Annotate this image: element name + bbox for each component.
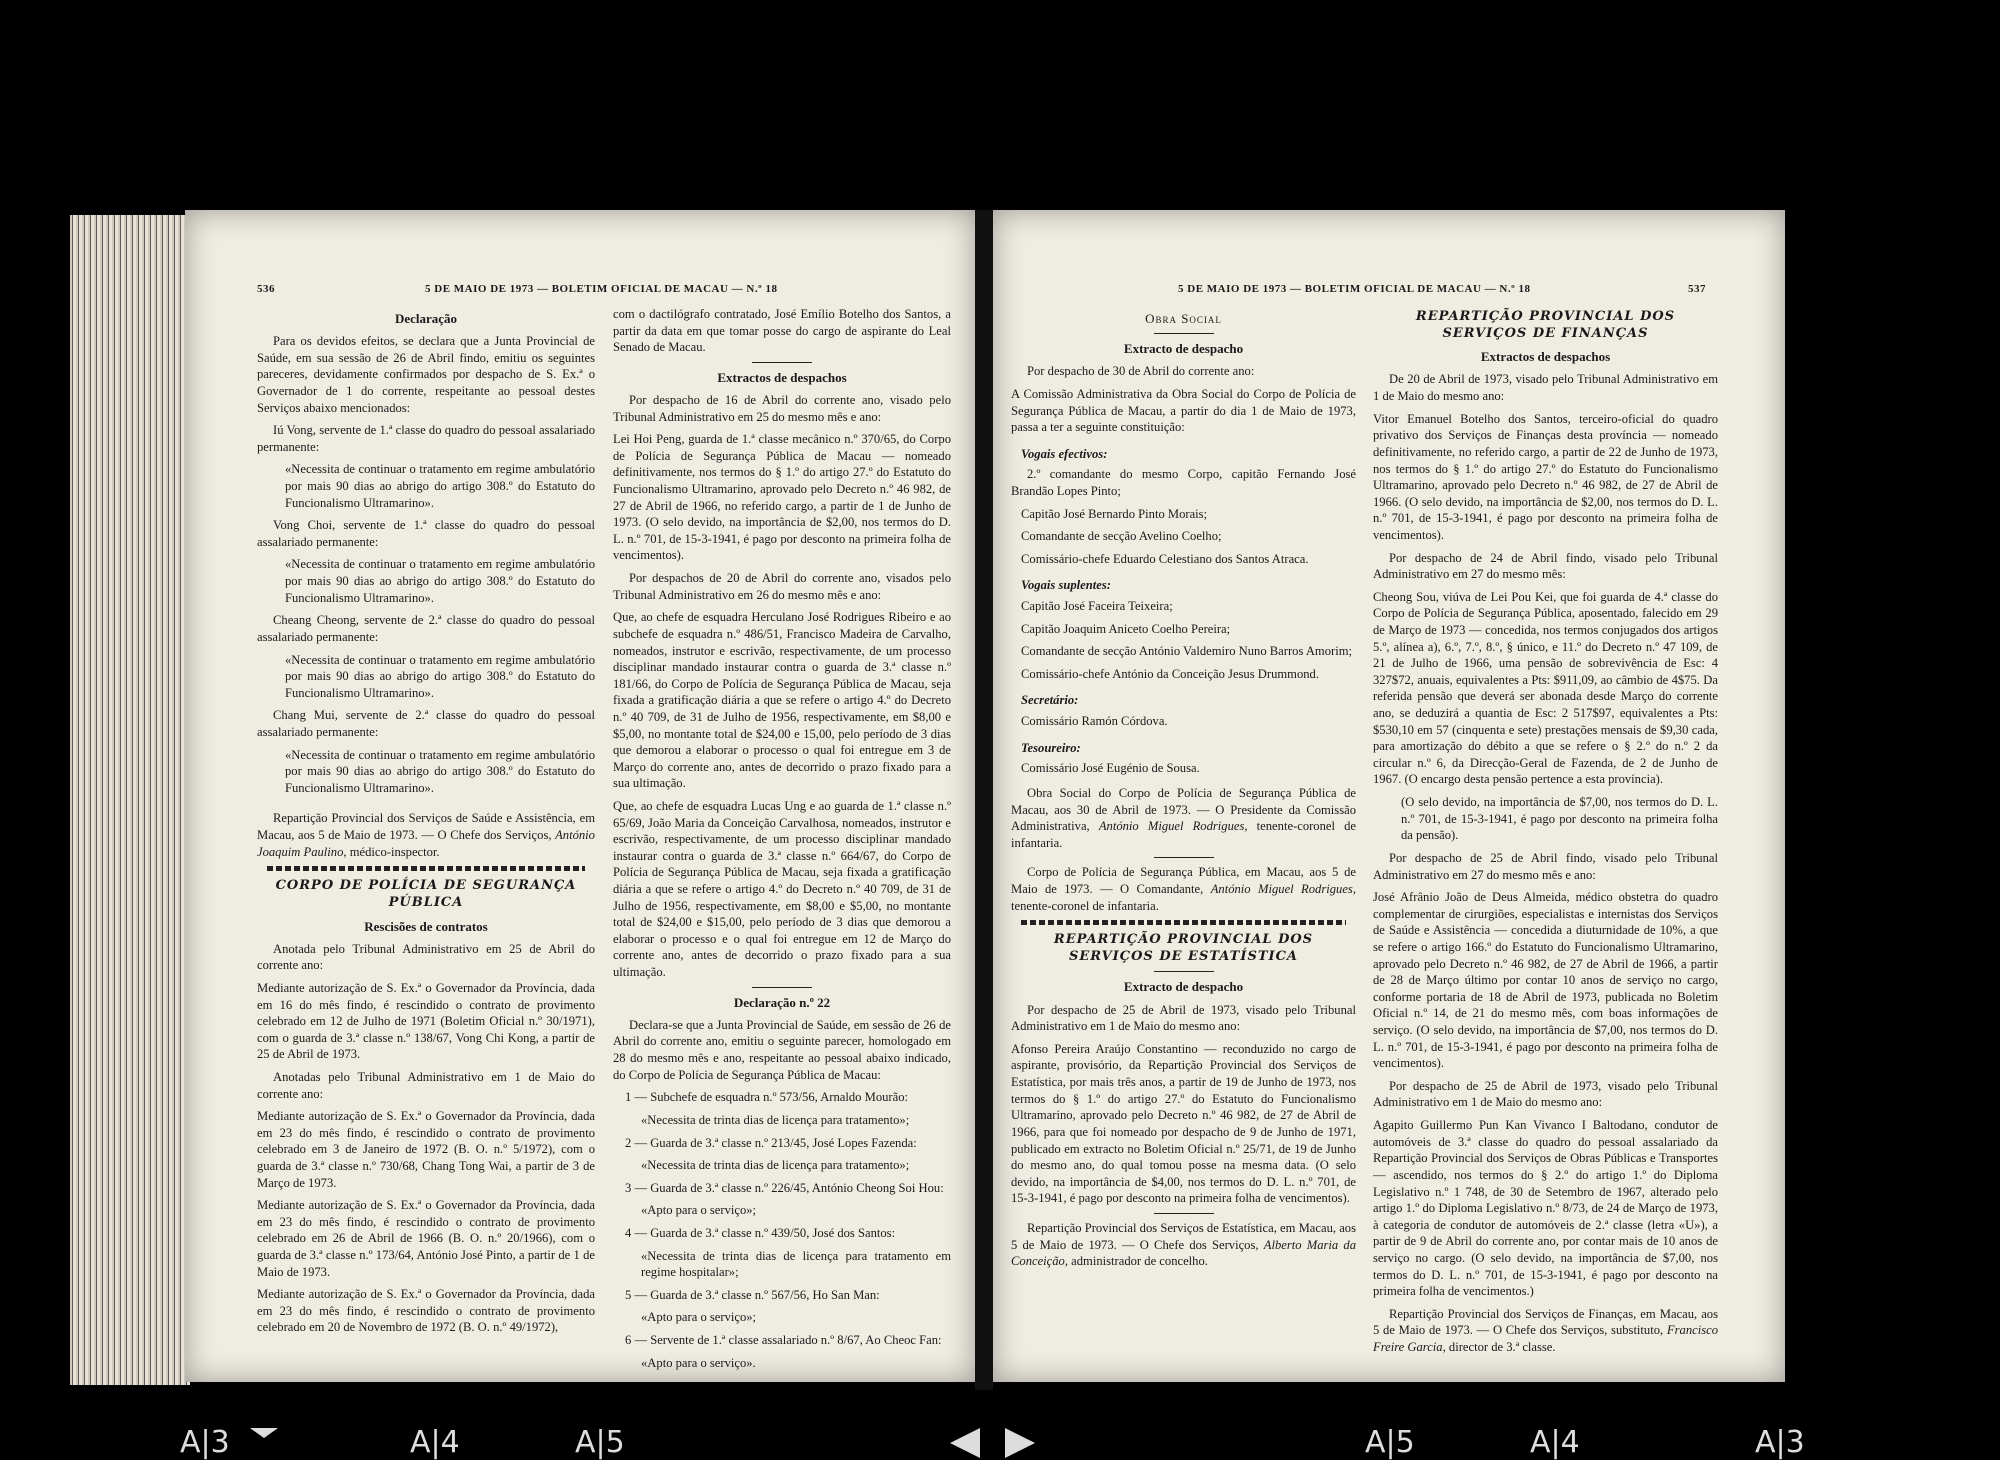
paragraph: Por despacho de 25 de Abril de 1973, visado pelo Tribunal Administrativo em 1 de Maio do mesmo ano: bbox=[1373, 1078, 1718, 1110]
short-rule bbox=[1154, 971, 1214, 972]
signature-text: Repartição Provincial dos Serviços de Finanças, em Macau, aos 5 de Maio de 1973. — O Chefe dos Serviços, substituto, bbox=[1373, 1306, 1718, 1338]
list-item: Capitão José Faceira Teixeira; bbox=[1021, 599, 1173, 614]
section-heading: REPARTIÇÃO PROVINCIAL DOS SERVIÇOS DE FINANÇAS bbox=[1415, 309, 1676, 342]
paragraph: Por despacho de 25 de Abril de 1973, visado pelo Tribunal Administrativo em 1 de Maio do mesmo ano: bbox=[1011, 1002, 1356, 1034]
list-item: Comissário-chefe Eduardo Celestiano dos Santos Atraca. bbox=[1021, 551, 1309, 566]
list-item: Comandante de secção Avelino Coelho; bbox=[1021, 529, 1222, 544]
film-mark: A|3 bbox=[180, 1425, 230, 1460]
subheading: Vogais suplentes: bbox=[1021, 578, 1111, 593]
paragraph: Cheong Sou, viúva de Lei Pou Kei, que foi guarda de 4.ª classe do Corpo de Polícia de Segurança Pública, aposentado, falecido em 29 de Março de 1973 — concedida, nos termos conjugados dos artigos 5.º, alínea a), 6.º, 7.º, 8.º, § único, e 11.º do Decreto n.º 47 109, de 21 de Julho de 1966, uma pensão de sobrevivência de Esc: 4 327$72, anuais, equivalentes a Pts: $911,09, ao câmbio de 4$75. Da referida pensão que deverá ser abonada desde Março do corrente ano, se deduzirá a quantia de Esc: 2 517$97, equivalentes a Pts: $530,10 em 57 (cinquenta e sete) prestações mensais de $9,30 cada, para amortização do débito a que se refere o § 2.º do n.º 2 da circular n.º 6, da Direcção-Geral de Fazenda, de 2 de Junho de 1967. (O encargo desta pensão pertence a esta província). bbox=[1373, 589, 1718, 787]
film-pointer-icon bbox=[250, 1428, 278, 1438]
paragraph: Mediante autorização de S. Ex.ª o Governador da Província, dada em 16 do mês findo, é rescindido o contrato de provimento celebrado em 12 de Julho de 1971 (Boletim Oficial n.º 30/1971), com o guarda de 3.ª classe n.º 138/67, Vong Chi Kong, a partir de 25 de Abril de 1973. bbox=[257, 980, 595, 1062]
signature-text: Repartição Provincial dos Serviços de Saúde e Assistência, em Macau, aos 5 de Maio de 1973. — O Chefe dos Serviços, bbox=[257, 811, 595, 842]
short-rule bbox=[1154, 857, 1214, 858]
quote: «Necessita de continuar o tratamento em regime ambulatório por mais 90 dias ao abrigo do artigo 308.º do Estatuto do Funcionalismo Ultramarino». bbox=[285, 652, 595, 700]
subheading: Vogais efectivos: bbox=[1021, 446, 1108, 461]
left-column-1 bbox=[257, 306, 595, 1342]
signature-role: médico-inspector. bbox=[349, 844, 440, 859]
signature-role: tenente-coronel de infantaria. bbox=[1011, 898, 1159, 913]
paragraph: Mediante autorização de S. Ex.ª o Governador da Província, dada em 23 do mês findo, é rescindido o contrato de provimento celebrado em 3 de Janeiro de 1972 (B. O. n.º 5/1972), com o guarda de 3.ª classe n.º 730/68, Chang Tong Wai, a partir de 3 de Março de 1973. bbox=[257, 1109, 595, 1190]
signature-name: António Joaquim Paulino, bbox=[257, 828, 595, 859]
section-title: Extracto de despacho bbox=[1123, 341, 1244, 357]
signature-name: António Miguel Rodrigues, bbox=[1210, 881, 1356, 896]
quote: «Necessita de continuar o tratamento em regime ambulatório por mais 90 dias ao abrigo do artigo 308.º do Estatuto do Funcionalismo Ultramarino». bbox=[285, 557, 595, 605]
signature-role: tenente-coronel de infantaria. bbox=[1011, 819, 1356, 850]
section-title: Declaração bbox=[394, 311, 458, 326]
list-item: 5 — Guarda de 3.ª classe n.º 567/56, Ho San Man: bbox=[625, 1287, 880, 1302]
paragraph: José Afrânio João de Deus Almeida, médico obstetra do quadro complementar de cirurgiões, especialistas e internistas dos Serviços de Saúde e Assistência — concedida a diuturnidade de 10%, a que se refere o artigo 166.º do Estatuto do Funcionalismo Ultramarino, aprovado pelo Decreto n.º 46 982, de 27 de Abril de 1966, a partir de 28 de Março último por contar 10 anos de serviço no cargo, conforme portaria de 18 de Abril de 1973, publicada no Boletim Oficial n.º 14, de 21 do mesmo mês, com boas informações de serviço. (O selo devido, na importância de $7,00, nos termos do D. L. n.º 701, de 15-3-1941, é pago por desconto na primeira folha de vencimentos). bbox=[1373, 890, 1718, 1071]
paragraph: Vitor Emanuel Botelho dos Santos, terceiro-oficial do quadro privativo dos Serviços de Finanças desta província — nomeado definitivamente, no referido cargo, a partir de 22 de Junho de 1973, nos termos do § 1.º do artigo 27.º do Estatuto do Funcionalismo Ultramarino, aprovado pelo Decreto n.º 46 982, de 27 de Abril de 1966. (O selo devido, na importância de $2,00, nos termos do D. L. n.º 701, de 15-3-1941, é pago por desconto na primeira folha de vencimentos). bbox=[1373, 411, 1718, 542]
paragraph: Vong Choi, servente de 1.ª classe do quadro do pessoal assalariado permanente: bbox=[257, 518, 595, 549]
paragraph: Iú Vong, servente de 1.ª classe do quadro do pessoal assalariado permanente: bbox=[257, 423, 595, 454]
paragraph: com o dactilógrafo contratado, José Emílio Botelho dos Santos, a partir da data em que tomar posse do cargo de aspirante do Leal Senado de Macau. bbox=[613, 307, 951, 355]
list-item: Comissário-chefe António da Conceição Jesus Drummond. bbox=[1021, 666, 1319, 681]
paragraph: Mediante autorização de S. Ex.ª o Governador da Província, dada em 23 do mês findo, é rescindido o contrato de provimento celebrado em 20 de Novembro de 1972 (B. O. n.º 49/1972), bbox=[257, 1287, 595, 1335]
paragraph: A Comissão Administrativa da Obra Social do Corpo de Polícia de Segurança Pública de Macau, a partir do dia 1 de Maio de 1973, passa a ter a seguinte constituição: bbox=[1011, 386, 1356, 435]
list-item: Comissário José Eugénio de Sousa. bbox=[1021, 761, 1200, 776]
list-item: 1 — Subchefe de esquadra n.º 573/56, Arnaldo Mourão: bbox=[625, 1090, 909, 1105]
paragraph: 2.º comandante do mesmo Corpo, capitão Fernando José Brandão Lopes Pinto; bbox=[1011, 467, 1356, 498]
ornament-divider bbox=[267, 866, 585, 871]
right-column-2 bbox=[1373, 306, 1718, 1362]
signature-block bbox=[1011, 785, 1356, 851]
paragraph: Anotadas pelo Tribunal Administrativo em 1 de Maio do corrente ano: bbox=[257, 1069, 595, 1101]
signature-name: Francisco Freire Garcia, bbox=[1373, 1323, 1718, 1354]
list-item: Comandante de secção António Valdemiro Nuno Barros Amorim; bbox=[1021, 644, 1352, 659]
left-column-2 bbox=[613, 306, 951, 1377]
subheading: Secretário: bbox=[1021, 693, 1079, 708]
page-number-left: 536 bbox=[257, 283, 275, 295]
right-page bbox=[993, 210, 1785, 1382]
ornament-divider bbox=[1021, 920, 1346, 925]
book-gutter bbox=[975, 210, 993, 1390]
film-arrow-right-icon bbox=[1005, 1428, 1035, 1458]
page-header-right: 5 DE MAIO DE 1973 — BOLETIM OFICIAL DE MACAU — N.º 18 bbox=[1178, 283, 1531, 295]
short-rule bbox=[752, 987, 812, 988]
list-item: Capitão José Bernardo Pinto Morais; bbox=[1021, 506, 1208, 521]
signature-block bbox=[1011, 1220, 1356, 1270]
film-mark: A|4 bbox=[1530, 1425, 1580, 1460]
subheading: Tesoureiro: bbox=[1021, 740, 1081, 755]
list-item-quote: «Apto para o serviço». bbox=[641, 1355, 756, 1370]
film-mark: A|5 bbox=[575, 1425, 625, 1460]
short-rule bbox=[752, 362, 812, 363]
paragraph: Chang Mui, servente de 2.ª classe do quadro do pessoal assalariado permanente: bbox=[257, 708, 595, 739]
film-mark: A|4 bbox=[410, 1425, 460, 1460]
paragraph: Para os devidos efeitos, se declara que a Junta Provincial de Saúde, em sua sessão de 26 de Abril findo, emitiu os seguintes pareceres, devidamente confirmados por despacho de S. Ex.ª o Governador de 1 do corrente, respeitante ao pessoal destes Serviços abaixo mencionados: bbox=[257, 334, 595, 415]
section-title: Extractos de despachos bbox=[717, 369, 847, 385]
paragraph: Cheang Cheong, servente de 2.ª classe do quadro do pessoal assalariado permanente: bbox=[257, 613, 595, 644]
signature-block bbox=[257, 810, 595, 860]
list-item: 6 — Servente de 1.ª classe assalariado n.º 8/67, Ao Cheoc Fan: bbox=[625, 1333, 942, 1347]
section-title: Extractos de despachos bbox=[1480, 349, 1611, 365]
paragraph: Que, ao chefe de esquadra Lucas Ung e ao guarda de 1.ª classe n.º 65/69, João Maria da Conceição Carvalhosa, nomeados, instrutor e escrivão, respectivamente, de um processo disciplinar mandado instaurar contra o guarda de 3.ª classe n.º 664/67, do Corpo de Polícia de Segurança Pública de Macau, seja fixada a gratificação diária a que se refere o artigo 4.º do Decreto n.º 40 709, de 31 de Julho de 1956, respectivamente, em $8,00 e $5,00, no montante total de $24,00 e $15,00, pelo período de 3 dias que demorou a elaborar o processo e o qual foi entregue em 12 de Março do corrente ano, antes de decorrido o prazo fixado para a sua ultimação. bbox=[613, 799, 951, 980]
page-number-right: 537 bbox=[1688, 283, 1706, 295]
page-header-left: 5 DE MAIO DE 1973 — BOLETIM OFICIAL DE MACAU — N.º 18 bbox=[425, 283, 778, 295]
film-mark: A|3 bbox=[1755, 1425, 1805, 1460]
paragraph: Por despacho de 24 de Abril findo, visado pelo Tribunal Administrativo em 27 do mesmo mês: bbox=[1373, 550, 1718, 582]
quote: «Necessita de continuar o tratamento em regime ambulatório por mais 90 dias ao abrigo do artigo 308.º do Estatuto do Funcionalismo Ultramarino». bbox=[285, 747, 595, 795]
list-item-quote: «Necessita de trinta dias de licença para tratamento em regime hospitalar»; bbox=[641, 1248, 951, 1280]
paragraph: Afonso Pereira Araújo Constantino — reconduzido no cargo de aspirante, provisório, da Repartição Provincial dos Serviços de Estatística, por mais três anos, a partir de 19 de Junho de 1973, nos termos do § 1.º do artigo 27.º do Estatuto do Funcionalismo Ultramarino, aprovado pelo Decreto n.º 46 982, de 27 de Abril de 1966, para que foi nomeado por despacho de 9 de Junho de 1971, publicado em extracto no Boletim Oficial n.º 25/71, de 19 de Junho do mesmo ano, do qual tomou posse na mesma data. (O selo devido, na importância de $4,00, nos termos do D. L. n.º 701, de 15-3-1941, é pago por desconto na primeira folha de vencimentos). bbox=[1011, 1041, 1356, 1206]
right-column-1 bbox=[1011, 306, 1356, 1276]
list-item-quote: «Necessita de trinta dias de licença para tratamento»; bbox=[641, 1158, 910, 1173]
paragraph: Agapito Guillermo Pun Kan Vivanco I Baltodano, condutor de automóveis de 3.ª classe do quadro do pessoal assalariado da Repartição Provincial dos Serviços de Obras Públicas e Transportes — ascendido, nos termos do § 2.º do artigo 1.º do Diploma Legislativo n.º 1 748, de 30 de Setembro de 1967, alterado pelo artigo 1.º do Diploma Legislativo n.º 8/73, de 24 de Março de 1973, à categoria de condutor de automóveis de 2.ª classe (letra «U»), a partir de 9 de Abril do corrente ano, por contar mais de 10 anos de serviço no cargo. (O selo devido, na importância de $7,00, nos termos do D. L. n.º 701, de 15-3-1941, é pago por desconto na primeira folha de vencimentos.) bbox=[1373, 1118, 1718, 1299]
signature-block bbox=[1373, 1306, 1718, 1356]
paragraph: Declara-se que a Junta Provincial de Saúde, em sessão de 26 de Abril do corrente ano, emitiu o seguinte parecer, homologado em 28 do mesmo mês e ano, respeitante ao pessoal abaixo indicado, do Corpo de Polícia de Segurança Pública de Macau: bbox=[613, 1017, 951, 1082]
signature-name: António Miguel Rodrigues, bbox=[1098, 819, 1248, 834]
signature-role: director de 3.ª classe. bbox=[1448, 1339, 1556, 1354]
list-item: Capitão Joaquim Aniceto Coelho Pereira; bbox=[1021, 621, 1231, 636]
paragraph: Por despacho de 16 de Abril do corrente ano, visado pelo Tribunal Administrativo em 25 do mesmo mês e ano: bbox=[613, 392, 951, 424]
page-stack-edge bbox=[70, 215, 190, 1385]
paragraph: Por despacho de 25 de Abril findo, visado pelo Tribunal Administrativo em 27 do mesmo mês e ano: bbox=[1373, 850, 1718, 882]
short-rule bbox=[1154, 333, 1214, 334]
paragraph: (O selo devido, na importância de $7,00, nos termos do D. L. n.º 701, de 15-3-1941, é pago por desconto na primeira folha da pensão). bbox=[1401, 795, 1718, 843]
paragraph: Anotada pelo Tribunal Administrativo em 25 de Abril do corrente ano: bbox=[257, 941, 595, 973]
list-item: 2 — Guarda de 3.ª classe n.º 213/45, José Lopes Fazenda: bbox=[625, 1135, 917, 1150]
film-arrow-left-icon bbox=[950, 1428, 980, 1458]
list-item-quote: «Necessita de trinta dias de licença para tratamento»; bbox=[641, 1112, 910, 1127]
signature-text: Obra Social do Corpo de Polícia de Segurança Pública de Macau, aos 30 de Abril de 1973. — O Presidente da Comissão Administrativa, bbox=[1011, 785, 1356, 834]
film-mark: A|5 bbox=[1365, 1425, 1415, 1460]
list-item: 3 — Guarda de 3.ª classe n.º 226/45, António Cheong Soi Hou: bbox=[625, 1180, 944, 1195]
signature-text: Repartição Provincial dos Serviços de Estatística, em Macau, aos 5 de Maio de 1973. — O Chefe dos Serviços, bbox=[1011, 1220, 1356, 1252]
list-item-quote: «Apto para o serviço»; bbox=[641, 1203, 757, 1218]
section-title: Declaração n.º 22 bbox=[733, 994, 831, 1010]
paragraph: Por despacho de 30 de Abril do corrente ano: bbox=[1027, 364, 1255, 379]
paragraph: Por despachos de 20 de Abril do corrente ano, visados pelo Tribunal Administrativo em 26 do mesmo mês e ano: bbox=[613, 571, 951, 602]
paragraph: Lei Hoi Peng, guarda de 1.ª classe mecânico n.º 370/65, do Corpo de Polícia de Segurança Pública de Macau — nomeado definitivamente, nos termos do § 1.º do artigo 27.º do Estatuto do Funcionalismo Ultramarino, aprovado pelo Decreto n.º 46 982, de 27 de Abril de 1966, no referido cargo, a partir de 1 de Junho de 1973. (O selo devido, na importância de $2,00, nos termos do D. L. n.º 701, de 15-3-1941, é pago por desconto na primeira folha de vencimentos). bbox=[613, 432, 951, 563]
signature-text: Corpo de Polícia de Segurança Pública, em Macau, aos 5 de Maio de 1973. — O Comandante, bbox=[1011, 865, 1356, 896]
list-item: 4 — Guarda de 3.ª classe n.º 439/50, José dos Santos: bbox=[625, 1225, 896, 1240]
quote: «Necessita de continuar o tratamento em regime ambulatório por mais 90 dias ao abrigo do artigo 308.º do Estatuto do Funcionalismo Ultramarino». bbox=[285, 462, 595, 510]
short-rule bbox=[1154, 1213, 1214, 1214]
list-item-quote: «Apto para o serviço»; bbox=[641, 1310, 757, 1325]
section-title: Extracto de despacho bbox=[1123, 979, 1244, 995]
section-heading: CORPO DE POLÍCIA DE SEGURANÇA PÚBLICA bbox=[275, 878, 577, 911]
paragraph: Que, ao chefe de esquadra Herculano José Rodrigues Ribeiro e ao subchefe de esquadra n.º 486/51, Francisco Madeira de Carvalho, nomeados, instrutor e escrivão, respectivamente, de um processo disciplinar mandado instaurar contra o guarda de 3.ª classe n.º 181/66, do Corpo de Polícia de Segurança Pública de Macau, seja fixada a gratificação diária a que se refere o artigo 4.º do Decreto n.º 40 709, de 31 de Julho de 1956, respectivamente, em $8,00 e $5,00, no montante total de $24,00 e 15,00, pelo período de 3 dias que demorou a elaborar o processo o qual foi entregue em 3 de Março do corrente ano, antes de decorrido o prazo fixado para a sua ultimação. bbox=[613, 610, 951, 791]
signature-name: Alberto Maria da Conceição, bbox=[1011, 1237, 1356, 1269]
section-heading: REPARTIÇÃO PROVINCIAL DOS SERVIÇOS DE ESTATÍSTICA bbox=[1053, 932, 1314, 965]
section-title: Rescisões de contratos bbox=[364, 918, 488, 934]
paragraph: De 20 de Abril de 1973, visado pelo Tribunal Administrativo em 1 de Maio do mesmo ano: bbox=[1373, 372, 1718, 404]
list-item: Comissário Ramón Córdova. bbox=[1021, 714, 1168, 729]
signature-role: administrador de concelho. bbox=[1071, 1254, 1208, 1269]
signature-block bbox=[1011, 864, 1356, 914]
left-page bbox=[185, 210, 975, 1382]
paragraph: Mediante autorização de S. Ex.ª o Governador da Província, dada em 23 do mês findo, é rescindido o contrato de provimento celebrado em 26 de Abril de 1966 (B. O. n.º 20/1966), com o guarda de 3.ª classe n.º 173/64, António José Pinto, a partir de 1 de Maio de 1973. bbox=[257, 1198, 595, 1279]
section-title: Obra Social bbox=[1145, 311, 1222, 326]
